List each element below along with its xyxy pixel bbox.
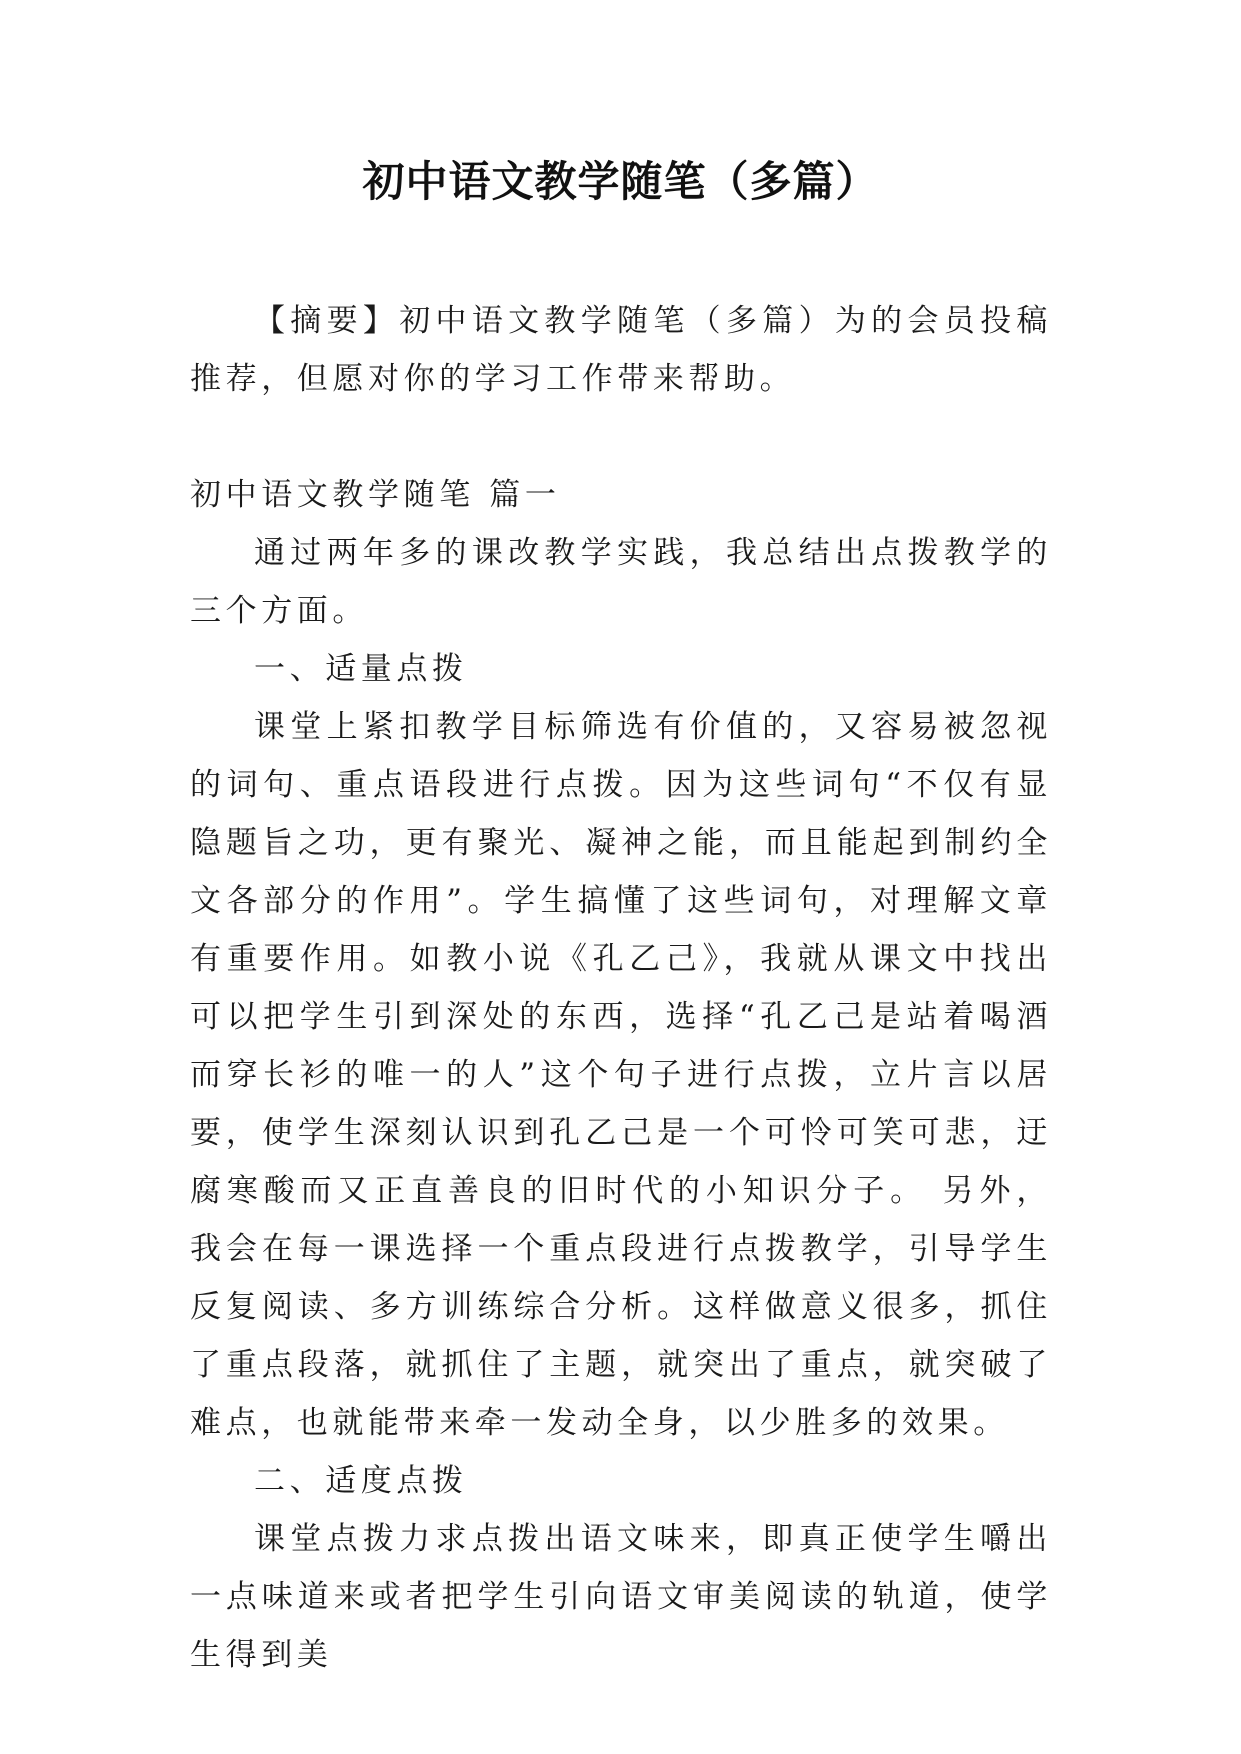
document-title: 初中语文教学随笔（多篇） xyxy=(362,157,879,206)
intro-paragraph: 通过两年多的课改教学实践，我总结出点拨教学的三个方面。 xyxy=(190,535,1052,629)
section-heading: 初中语文教学随笔 篇一 xyxy=(190,477,561,513)
subheading-1: 一、适量点拨 xyxy=(254,651,468,687)
abstract-paragraph: 【摘要】初中语文教学随笔（多篇）为的会员投稿推荐，但愿对你的学习工作带来帮助。 xyxy=(190,303,1052,397)
body-paragraph-1: 课堂上紧扣教学目标筛选有价值的，又容易被忽视的词句、重点语段进行点拨。因为这些词句“不仅有显隐题旨之功，更有聚光、凝神之能，而且能起到制约全文各部分的作用”。学生搞懂了这些词句，对理解文章有重要作用。如教小说《孔乙己》，我就从课文中找出可以把学生引到深处的东西，选择“孔乙己是站着喝酒而穿长衫的唯一的人”这个句子进行点拨，立片言以居要，使学生深刻认识到孔乙己是一个可怜可笑可悲，迂腐寒酸而又正直善良的旧时代的小知识分子。 另外，我会在每一课选择一个重点段进行点拨教学，引导学生反复阅读、多方训练综合分析。这样做意义很多，抓住了重点段落，就抓住了主题，就突出了重点，就突破了难点，也就能带来牵一发动全身，以少胜多的效果。 xyxy=(190,709,1052,1441)
paragraph-spacer xyxy=(190,408,1052,466)
document-body xyxy=(190,292,1052,1673)
subheading-2: 二、适度点拨 xyxy=(254,1463,468,1499)
body-paragraph-2: 课堂点拨力求点拨出语文味来，即真正使学生嚼出一点味道来或者把学生引向语文审美阅读的轨道，使学生得到美 xyxy=(190,1521,1052,1673)
